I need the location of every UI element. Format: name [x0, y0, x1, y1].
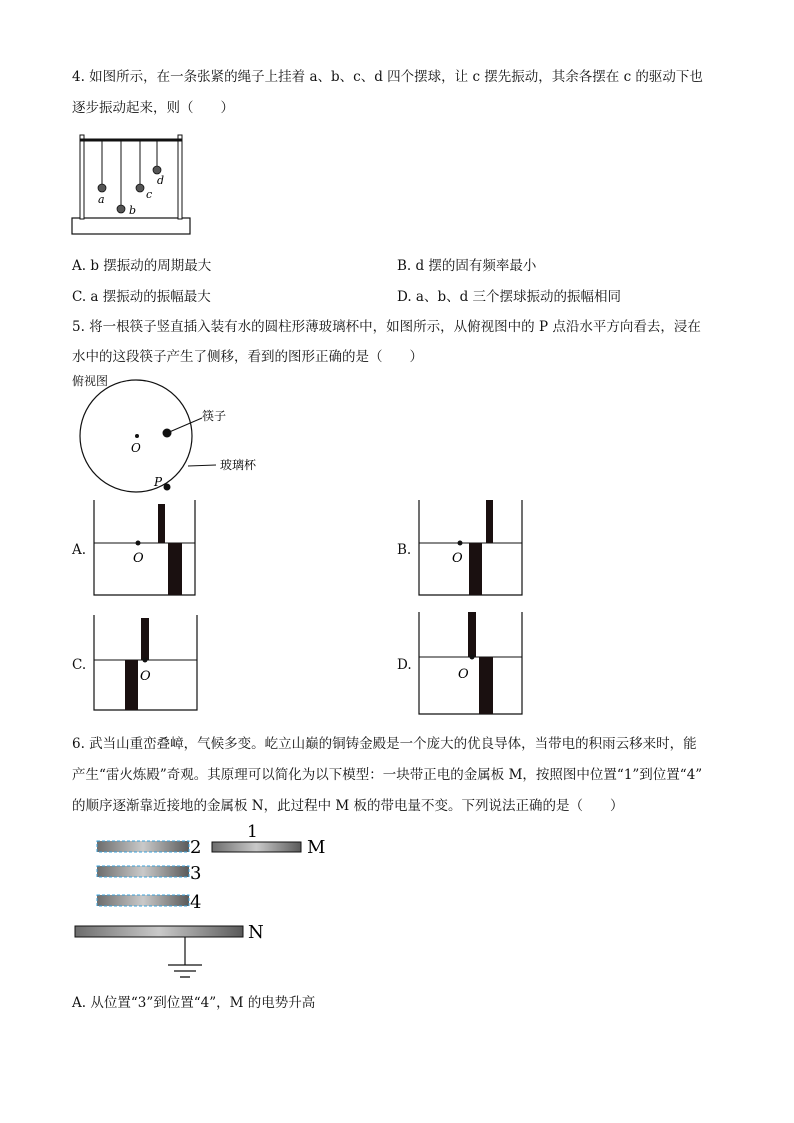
q5-option-d-figure[interactable] — [418, 612, 524, 716]
q5-option-a-o: O — [133, 551, 144, 566]
q5-point-p: P — [154, 475, 163, 489]
q5-option-c-figure[interactable] — [93, 615, 199, 712]
q6-position-2: 2 — [190, 837, 202, 858]
q6-stem-line2: 产生“雷火炼殿”奇观。其原理可以简化为以下模型：一块带正电的金属板 M，按照图中位置“1”到位置“4” — [72, 767, 703, 783]
q6-stem-line3: 的顺序逐渐靠近接地的金属板 N，此过程中 M 板的带电量不变。下列说法正确的是（ ） — [72, 798, 624, 814]
q4-option-b[interactable]: B. d 摆的固有频率最小 — [397, 258, 537, 274]
q5-option-d-label[interactable]: D. — [397, 657, 412, 673]
q4-label-b: b — [129, 204, 137, 217]
q5-option-c-label[interactable]: C. — [72, 657, 87, 673]
q4-label-a: a — [98, 193, 105, 206]
q5-glass-label: 玻璃杯 — [220, 458, 257, 472]
q4-stem-line2: 逐步振动起来，则（ ） — [72, 100, 234, 116]
q6-position-3: 3 — [190, 863, 202, 884]
q6-position-4: 4 — [190, 892, 202, 913]
q6-plates-figure — [70, 820, 350, 985]
q5-option-b-label[interactable]: B. — [397, 542, 412, 558]
q6-plate-n-label: N — [248, 922, 264, 943]
q5-option-a-label[interactable]: A. — [72, 542, 87, 558]
q5-chopstick-label: 筷子 — [202, 409, 227, 423]
q4-label-d: d — [157, 174, 165, 187]
q5-stem-line1: 5. 将一根筷子竖直插入装有水的圆柱形薄玻璃杯中，如图所示，从俯视图中的 P 点沿水平方向看去，浸在 — [72, 319, 701, 335]
q5-option-d-o: O — [458, 667, 469, 682]
q5-option-b-figure[interactable] — [418, 500, 524, 597]
q4-option-d[interactable]: D. a、b、d 三个摆球振动的振幅相同 — [397, 289, 622, 305]
q6-stem-line1: 6. 武当山重峦叠嶂，气候多变。屹立山巅的铜铸金殿是一个庞大的优良导体，当带电的积雨云移来时，能 — [72, 736, 697, 752]
q5-option-b-o: O — [452, 551, 463, 566]
q4-option-c[interactable]: C. a 摆振动的振幅最大 — [72, 289, 211, 305]
q4-label-c: c — [146, 188, 153, 201]
q5-top-view-figure — [70, 380, 310, 500]
q6-position-1: 1 — [247, 822, 258, 842]
q5-top-view-label: 俯视图 — [72, 374, 109, 388]
q4-stem-line1: 4. 如图所示，在一条张紧的绳子上挂着 a、b、c、d 四个摆球，让 c 摆先振动，其余各摆在 c 的驱动下也 — [72, 69, 703, 85]
q5-option-a-figure[interactable] — [93, 500, 197, 597]
q4-option-a[interactable]: A. b 摆振动的周期最大 — [72, 258, 212, 274]
q4-pendulum-figure — [70, 130, 200, 240]
q6-option-a[interactable]: A. 从位置“3”到位置“4”，M 的电势升高 — [72, 995, 316, 1011]
q5-center-o: O — [131, 441, 141, 455]
q5-stem-line2: 水中的这段筷子产生了侧移，看到的图形正确的是（ ） — [72, 349, 423, 365]
q6-plate-m-label: M — [307, 837, 326, 858]
q5-option-c-o: O — [140, 669, 151, 684]
